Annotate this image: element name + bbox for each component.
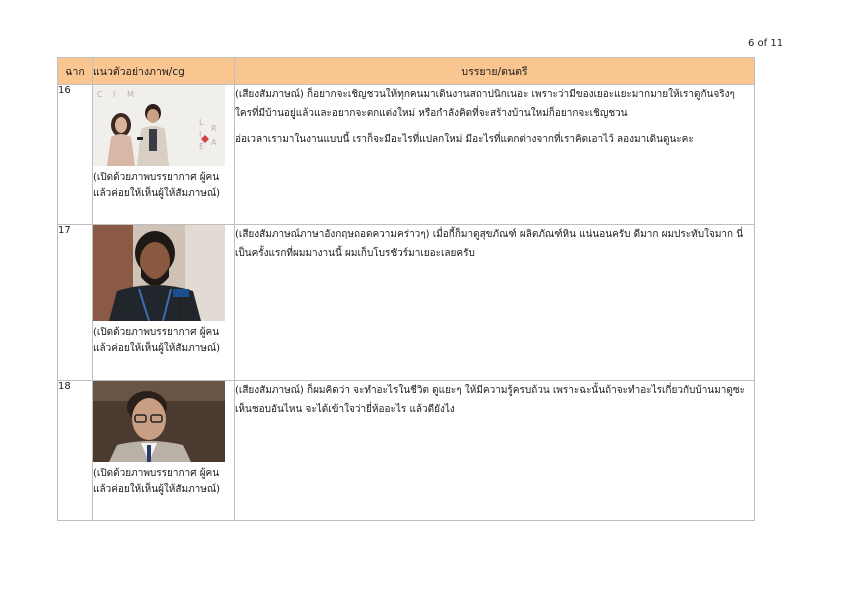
visual-caption: (เปิดด้วยภาพบรรยากาศ ผู้คน แล้วค่อยให้เห็นผู้ให้สัมภาษณ์)	[93, 468, 221, 495]
svg-text:I: I	[199, 130, 202, 139]
thumbnail-image	[93, 85, 225, 166]
page-number: 6 of 11	[748, 38, 784, 49]
svg-text:R: R	[211, 124, 217, 133]
visual-cell	[93, 381, 235, 521]
table-header	[58, 58, 755, 85]
header-scene: ฉาก	[58, 58, 93, 85]
table-row	[58, 85, 755, 225]
visual-cell	[93, 225, 235, 381]
scene-number: 18	[58, 381, 93, 521]
svg-text:A: A	[211, 138, 217, 147]
narration-cell	[235, 381, 755, 521]
thumbnail-image	[93, 381, 225, 462]
svg-text:L: L	[199, 118, 204, 127]
visual-caption: (เปิดด้วยภาพบรรยากาศ ผู้คน แล้วค่อยให้เห็นผู้ให้สัมภาษณ์)	[93, 172, 221, 199]
scene-number: 17	[58, 225, 93, 381]
svg-text:C: C	[97, 90, 103, 99]
narration-paragraph: อ่อเวลาเรามาในงานแบบนี้ เราก็จะมีอะไรที่แปลกใหม่ มีอะไรที่แตกต่างจากที่เราคิดเอาไว้ ลองมาเดินดูนะคะ	[235, 134, 694, 145]
visual-cell	[93, 85, 235, 225]
script-table	[57, 57, 755, 521]
header-narration: บรรยาย/ดนตรี	[235, 58, 755, 85]
narration-paragraph: (เสียงสัมภาษณ์) ก็อยากจะเชิญชวนให้ทุกคนมาเดินงานสถาปนิกเนอะ เพราะว่ามีของเยอะแยะมากมายให้เราดูกันจริงๆ ใครที่มีบ้านอยู่แล้วและอยากจะตกแต่งใหม่ หรือกำลังคิดที่จะสร้างบ้านใหม่ก็อยากจะเชิญชวน	[235, 89, 735, 119]
table-row	[58, 381, 755, 521]
svg-text:E: E	[199, 142, 205, 151]
svg-text:M: M	[127, 90, 134, 99]
narration-paragraph: (เสียงสัมภาษณ์) ก็ผมคิดว่า จะทำอะไรในชีวิต ดูแยะๆ ให้มีความรู้ครบถ้วน เพราะฉะนั้นถ้าจะทำอะไรเกี่ยวกับบ้านมาดูซะ เห็นชอบอันไหน จะได้เข้าใจว่ายี่ห้ออะไร แล้วดียังไง	[235, 385, 745, 415]
scene-number: 16	[58, 85, 93, 225]
narration-cell	[235, 85, 755, 225]
narration-cell	[235, 225, 755, 381]
visual-caption: (เปิดด้วยภาพบรรยากาศ ผู้คน แล้วค่อยให้เห็นผู้ให้สัมภาษณ์)	[93, 327, 221, 354]
thumbnail-image	[93, 225, 225, 321]
narration-paragraph: (เสียงสัมภาษณ์ภาษาอังกฤษถอดความคร่าวๆ) เมื่อกี้ก็มาดูสุขภัณฑ์ ผลิตภัณฑ์หิน แน่นอนครับ ดีมาก ผมประทับใจมาก นี่เป็นครั้งแรกที่ผมมางานนี้ ผมเก็บโบรชัวร์มาเยอะเลยครับ	[235, 229, 744, 259]
table-row	[58, 225, 755, 381]
header-visual: แนวตัวอย่างภาพ/cg	[93, 58, 235, 85]
svg-text:I: I	[113, 90, 116, 99]
